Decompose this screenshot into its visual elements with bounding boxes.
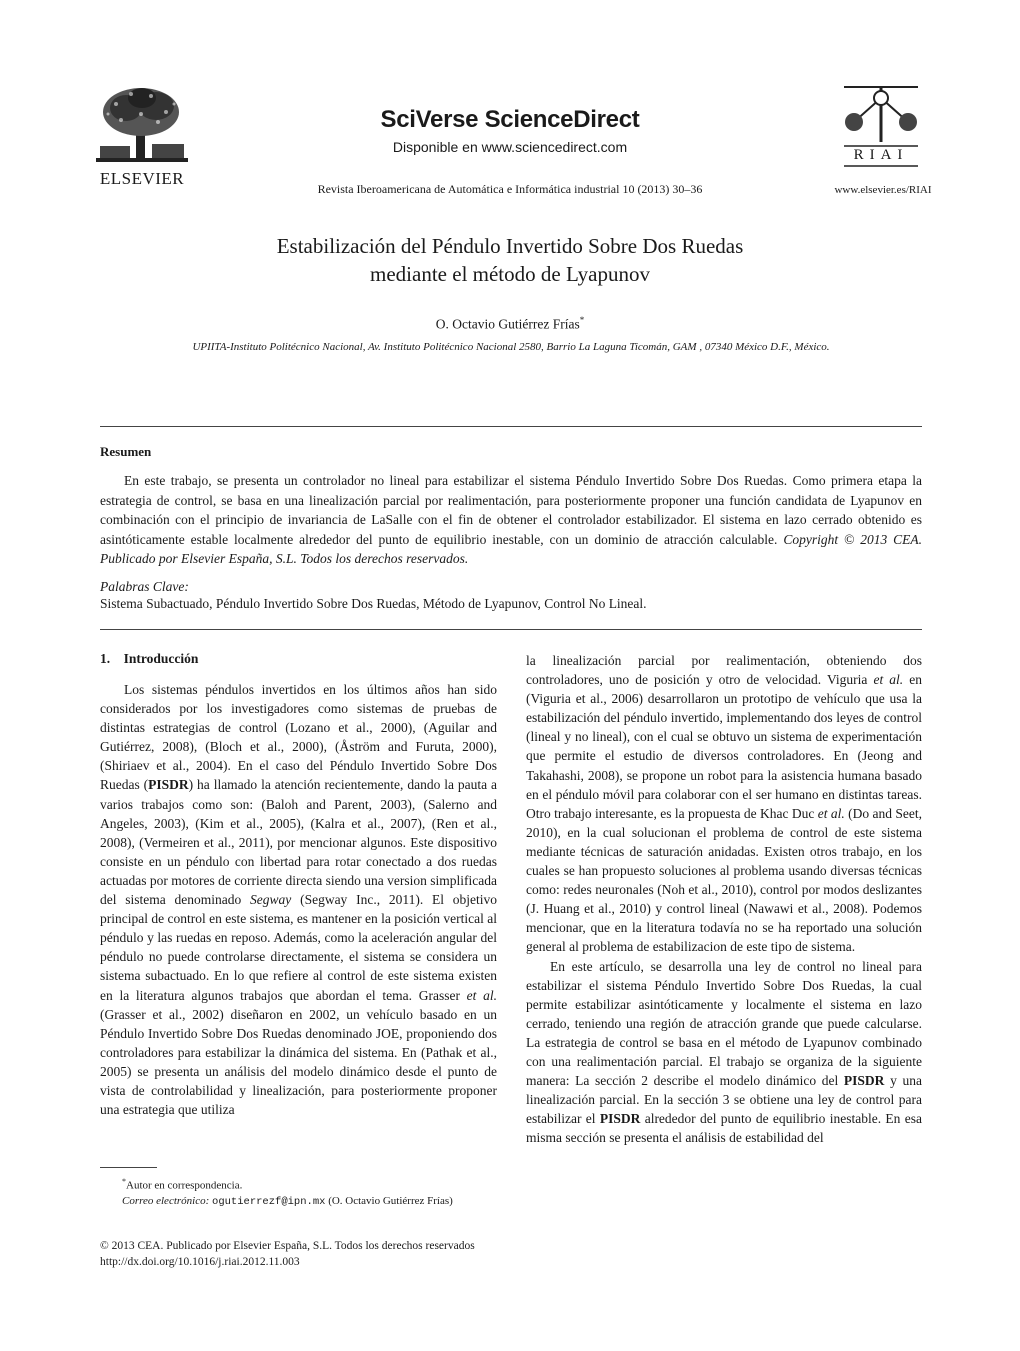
text-run: alrededor del punto de equilibrio inestable. En esa misma sección se presenta el análisis de estabilidad del — [526, 1111, 922, 1146]
text-run: en (Viguria et al., 2006) desarrollaron un prototipo de vehículo que usa la estabilización del péndulo invertido, implementando dos leyes de control (lineal y no lineal), con el cual se obtuvo un sistema de experimentación que permite el estudio de diversos controladores. En (Jeong and Takahashi, 2008), se propone un robot para la asistencia humana basado en el péndulo móvil para colaborar con el ser humano en distintas tareas. Otro trabajo interesante, es la propuesta de Khac Duc — [526, 672, 922, 821]
top-divider — [100, 426, 922, 427]
intro-paragraph-2 — [526, 957, 922, 1148]
journal-citation: Revista Iberoamericana de Automática e Informática industrial 10 (2013) 30–36 — [317, 182, 703, 196]
doi-link[interactable]: http://dx.doi.org/10.1016/j.riai.2012.11.003 — [100, 1256, 300, 1268]
intro-paragraph-1-continued — [526, 651, 922, 957]
abstract-heading: Resumen — [100, 444, 152, 459]
text-run: Los sistemas péndulos invertidos en los últimos años han sido considerados por los investigadores como sistemas de pruebas de distintas estrategias de control (Lozano et al., 2000), (Aguilar and Gutiérrez, 2008), (Bloch et al., 2000), (Åström and Furuta, 2000), (Shiriaev et al., 2004). En el caso del Péndulo Invertido Sobre Dos Ruedas ( — [100, 682, 497, 793]
elsevier-logo — [96, 84, 188, 186]
abstract-divider — [100, 629, 922, 630]
platform-name: SciVerse ScienceDirect — [380, 106, 640, 133]
intro-paragraph-1 — [100, 680, 497, 1119]
abstract-body — [100, 471, 922, 569]
left-column — [100, 680, 497, 1119]
et-al: et al. — [873, 672, 904, 688]
author-line — [150, 315, 870, 333]
title-line-2: mediante el método de Lyapunov — [370, 262, 650, 286]
right-column — [526, 651, 922, 1147]
footnote — [100, 1174, 500, 1210]
text-run: ) ha llamado la atención recientemente, dando la pauta a varios trabajos como son: (Baloh and Parent, 2003), (Salerno and Angeles, 2003), (Kim et al., 2005), (Kalra et al., 2007), (Ren et al., 2008), (Vermeiren et al., 2011), por mencionar algunos. Este dispositivo consiste en un péndulo con libertad para rotar conectado a dos ruedas actuadas por motores de corriente directa siendo una version simplificada del sistema denominado — [100, 777, 497, 908]
article-title — [150, 232, 870, 288]
acronym-pisdr: PISDR — [843, 1073, 885, 1089]
keywords-label: Palabras Clave: — [100, 579, 189, 594]
footnote-mark: * — [122, 1177, 126, 1186]
text-run: la linealización parcial por realimentación, obteniendo dos controladores, uno de posición y otro de velocidad. Viguria — [526, 653, 922, 688]
page-footer — [100, 1238, 700, 1270]
email-owner: (O. Octavio Gutiérrez Frías) — [328, 1194, 453, 1207]
acronym-pisdr: PISDR — [599, 1111, 641, 1127]
text-run: En este artículo, se desarrolla una ley de control no lineal para estabilizar el sistema Péndulo Invertido Sobre Dos Ruedas, la cual permite estabilizar asintóticamente y localmente el sistema en lazo cerrado, teniendo una región de atracción grande que puede calcularse. La estrategia de control se basa en el método de Lyapunov combinado con una realimentación parcial. El trabajo se organiza de la siguiente manera: La sección 2 describe el modelo dinámico del — [526, 958, 922, 1089]
et-al: et al. — [466, 987, 497, 1003]
abstract-text: En este trabajo, se presenta un controlador no lineal para estabilizar el sistema Péndulo Invertido Sobre Dos Ruedas. Como primera etapa la estrategia de control, se basa en una linealización parcial por realimentación, para posteriormente proponer una función candidata de Lyapunov en combinación con el principio de invariancia de LaSalle con el fin de obtener el controlador estabilizador. El sistema en lazo cerrado obtenido es asintóticamente estable localmente alrededor del punto de equilibrio inestable, con un dominio de atracción calculable. — [100, 473, 922, 547]
title-line-1: Estabilización del Péndulo Invertido Sobre Dos Ruedas — [276, 234, 744, 258]
riai-logo-text: RIAI — [853, 147, 909, 163]
et-al: et al. — [817, 805, 845, 821]
elsevier-tree-icon — [96, 84, 188, 162]
text-run: (Segway Inc., 2011). El objetivo principal de control en este sistema, es mantener en la posición vertical al péndulo y las ruedas en reposo. Además, como la aceleración angular del péndulo no puede controlarse directamente, el sistema se considera un sistema subactuado. En lo que refiere al control de este sistema existen en la literatura algunos trabajos que abordan el tema. Grasser — [100, 892, 497, 1003]
email-label: Correo electrónico: — [122, 1194, 210, 1207]
author-name: O. Octavio Gutiérrez Frías — [435, 316, 580, 332]
email-link[interactable]: ogutierrezf@ipn.mx — [212, 1195, 326, 1208]
section-heading-introduction: 1. Introducción — [100, 651, 199, 666]
text-run: y una linealización parcial. En la sección 3 se obtiene una ley de control para estabilizar el — [526, 1073, 922, 1127]
segway-term: Segway — [250, 892, 292, 908]
text-run: (Do and Seet, 2010), en la cual solucionan el problema de control de este sistema mediante técnicas de saturación anidadas. Existen otros trabajo, en los cuales se han propuesto soluciones al problema usando diversas técnicas como: redes neuronales (Noh et al., 2010), control por modos deslizantes (J. Huang et al., 2010) y control lineal (Nawawi et al., 2008). Podemos mencionar, que en la literatura todavía no se ha reportado una solución general al problema de estabilizacion de este tipo de sistema. — [526, 805, 923, 955]
abstract-copyright: Copyright © 2013 CEA. Publicado por Elsevier España, S.L. Todos los derechos reservados. — [100, 531, 922, 566]
riai-url[interactable]: www.elsevier.es/RIAI — [834, 184, 932, 196]
acronym-pisdr: PISDR — [148, 777, 189, 793]
publisher-name: ELSEVIER — [99, 169, 185, 188]
text-run: (Grasser et al., 2002) diseñaron en 2002, un vehículo basado en un Péndulo Invertido Sobre Dos Ruedas denominado JOE, proponiendo dos controladores para estabilizar la dinámica del sistema. En (Pathak et al., 2005) se presenta un análisis del modelo dinámico desde el punto de vista de controlabilidad y linealización, para posteriormente proponer una estrategia que utiliza — [100, 1006, 497, 1118]
footnote-text: Autor en correspondencia. — [126, 1179, 243, 1192]
availability-line: Disponible en www.sciencedirect.com — [392, 139, 628, 155]
author-footnote-mark[interactable]: * — [579, 315, 585, 325]
affiliation: UPIITA-Instituto Politécnico Nacional, Av. Instituto Politécnico Nacional 2580, Barrio La Laguna Ticomán, GAM , 07340 México D.F., México. — [192, 341, 830, 353]
footer-copyright: © 2013 CEA. Publicado por Elsevier España, S.L. Todos los derechos reservados — [100, 1240, 475, 1252]
keywords: Sistema Subactuado, Péndulo Invertido Sobre Dos Ruedas, Método de Lyapunov, Control No Lineal. — [100, 596, 647, 611]
footnote-divider — [100, 1167, 157, 1168]
